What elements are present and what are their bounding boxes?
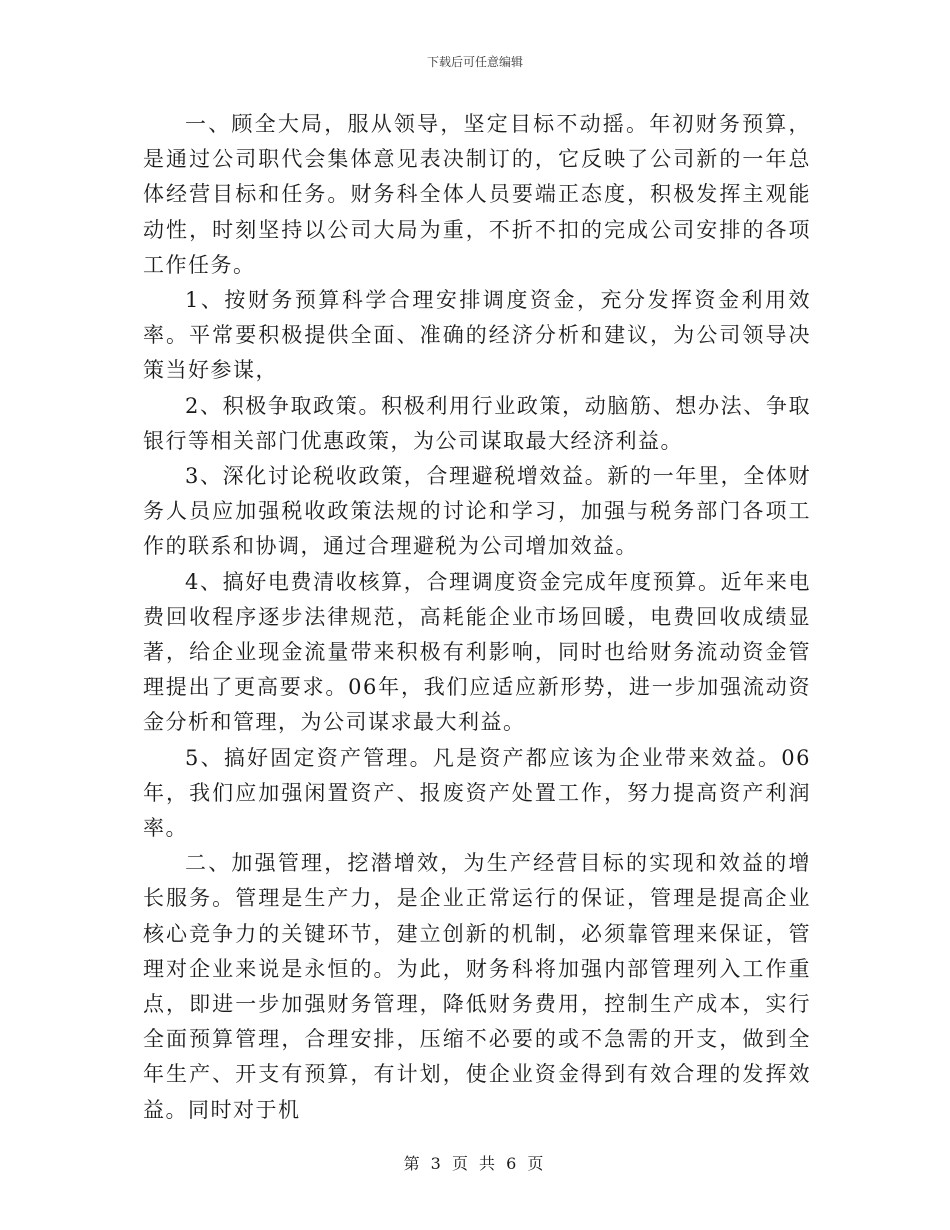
page-number: 第 3 页 共 6 页 [403, 1154, 547, 1173]
paragraph-fixed-assets: 5、搞好固定资产管理。凡是资产都应该为企业带来效益。06年，我们应加强闲置资产、报废资产处置工作，努力提高资产利润率。 [143, 745, 811, 841]
page-header: 下载后可任意编辑 [426, 55, 523, 69]
paragraph-electricity-fees: 4、搞好电费清收核算，合理调度资金完成年度预算。近年来电费回收程序逐步法律规范，高耗能企业市场回暖，电费回收成绩显著，给企业现金流量带来积极有利影响，同时也给财务流动资金管理提出了更高要求。06年，我们应适应新形势，进一步加强流动资金分析和管理，为公司谋求最大利益。 [143, 569, 811, 735]
paragraph-policy: 2、积极争取政策。积极利用行业政策，动脑筋、想办法、争取银行等相关部门优惠政策，为公司谋取最大经济利益。 [143, 393, 811, 453]
paragraph-management: 二、加强管理，挖潜增效，为生产经营目标的实现和效益的增长服务。管理是生产力，是企业正常运行的保证，管理是提高企业核心竞争力的关键环节，建立创新的机制，必须靠管理来保证，管理对企业来说是永恒的。为此，财务科将加强内部管理列入工作重点，即进一步加强财务管理，降低财务费用，控制生产成本，实行全面预算管理，合理安排，压缩不必要的或不急需的开支，做到全年生产、开支有预算，有计划，使企业资金得到有效合理的发挥效益。同时对于机 [143, 851, 811, 1122]
paragraph-overall-situation: 一、顾全大局，服从领导，坚定目标不动摇。年初财务预算，是通过公司职代会集体意见表决制订的，它反映了公司新的一年总体经营目标和任务。财务科全体人员要端正态度，积极发挥主观能动性，时刻坚持以公司大局为重，不折不扣的完成公司安排的各项工作任务。 [143, 112, 811, 277]
paragraph-budget-funds: 1、按财务预算科学合理安排调度资金，充分发挥资金利用效率。平常要积极提供全面、准确的经济分析和建议，为公司领导决策当好参谋， [143, 288, 811, 383]
paragraph-tax: 3、深化讨论税收政策，合理避税增效益。新的一年里，全体财务人员应加强税收政策法规的讨论和学习，加强与税务部门各项工作的联系和协调，通过合理避税为公司增加效益。 [143, 464, 811, 559]
document-body [143, 107, 811, 1128]
